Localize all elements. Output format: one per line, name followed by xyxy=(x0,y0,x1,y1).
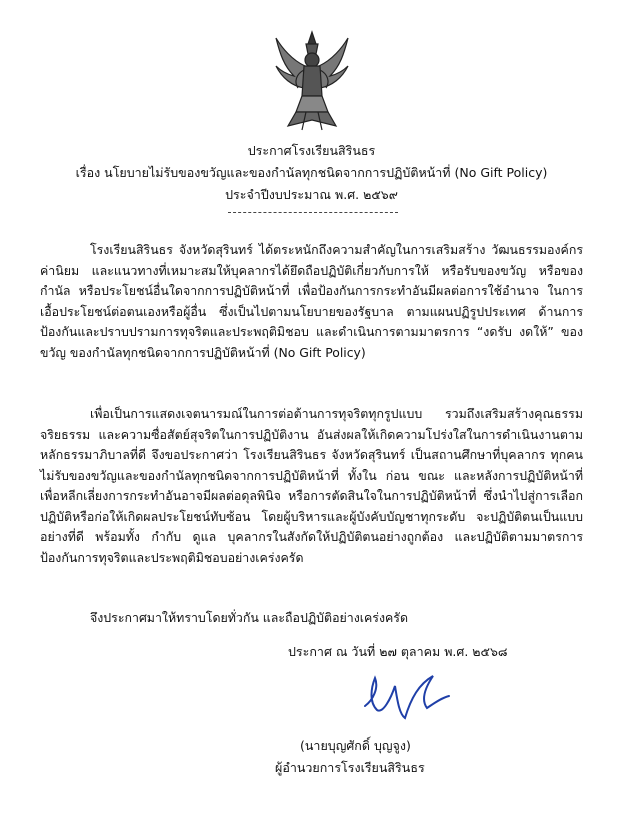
signer-name: (นายบุญศักดิ์ บุญจูง) xyxy=(300,738,411,753)
announcement-subject: เรื่อง นโยบายไม่รับของขวัญและของกำนัลทุกชนิดจากการปฏิบัติหน้าที่ (No Gift Policy) xyxy=(75,165,548,180)
handwritten-signature-icon xyxy=(345,658,455,728)
signer-position: ผู้อำนวยการโรงเรียนสิรินธร xyxy=(275,760,425,775)
announcement-date: ประกาศ ณ วันที่ ๒๗ ตุลาคม พ.ศ. ๒๕๖๘ xyxy=(288,644,508,659)
paragraph-2: เพื่อเป็นการแสดงเจตนารมณ์ในการต่อต้านการทุจริตทุกรูปแบบ รวมถึงเสริมสร้างคุณธรรม จริยธรรม และความซื่อสัตย์สุจริตในการปฏิบัติงาน อันส่งผลให้เกิดความโปร่งใสในการดำเนินงานตามหลักธรรมาภิบาลที่ดี จึงขอประกาศว่า โรงเรียนสิรินธร จังหวัดสุรินทร์ เป็นสถานศึกษาที่บุคลากร ทุกคนไม่รับของขวัญและของกำนัลทุกชนิดจากการปฏิบัติหน้าที่ ทั้งใน ก่อน ขณะ และหลังการปฏิบัติหน้าที่ เพื่อหลีกเลี่ยงการกระทำอันอาจมีผลต่อดุลพินิจ หรือการตัดสินใจในการปฏิบัติหน้าที่ ซึ่งนำไปสู่การเลือก ปฏิบัติหรือก่อให้เกิดผลประโยชน์ทับซ้อน โดยผู้บริหารและผู้บังคับบัญชาทุกระดับ จะปฏิบัติตนเป็นแบบอย่างที่ดี พร้อมทั้ง กำกับ ดูแล บุคลากรในสังกัดให้ปฏิบัติตนอย่างถูกต้อง และปฏิบัติตามมาตรการป้องกันการทุจริตและประพฤติมิชอบอย่างเคร่งครัด xyxy=(40,406,583,565)
fiscal-year-line: ประจำปีงบประมาณ พ.ศ. ๒๕๖๙ xyxy=(225,187,398,202)
paragraph-3: จึงประกาศมาให้ทราบโดยทั่วกัน และถือปฏิบัติอย่างเคร่งครัด xyxy=(90,610,408,625)
garuda-emblem-icon xyxy=(272,30,352,134)
divider xyxy=(228,212,398,213)
paragraph-1: โรงเรียนสิรินธร จังหวัดสุรินทร์ ได้ตระหนักถึงความสำคัญในการเสริมสร้าง วัฒนธรรมองค์กร ค่านิยม และแนวทางที่เหมาะสมให้บุคลากรได้ยึดถือปฏิบัติเกี่ยวกับการให้ หรือรับของขวัญ หรือของกำนัล หรือประโยชน์อื่นใดจากการปฏิบัติหน้าที่ เพื่อป้องกันการกระทำอันมีผลต่อการใช้อำนาจ ในการเอื้อประโยชน์ต่อตนเองหรือผู้อื่น ซึ่งเป็นไปตามนโยบายของรัฐบาล ตามแผนปฏิรูปประเทศ ด้านการป้องกันและปราบปรามการทุจริตและประพฤติมิชอบ และดำเนินการตามมาตรการ “งดรับ งดให้” ของขวัญ ของกำนัลทุกชนิดจากการปฏิบัติหน้าที่ (No Gift Policy) xyxy=(40,242,583,360)
announcement-heading: ประกาศโรงเรียนสิรินธร xyxy=(247,143,376,158)
